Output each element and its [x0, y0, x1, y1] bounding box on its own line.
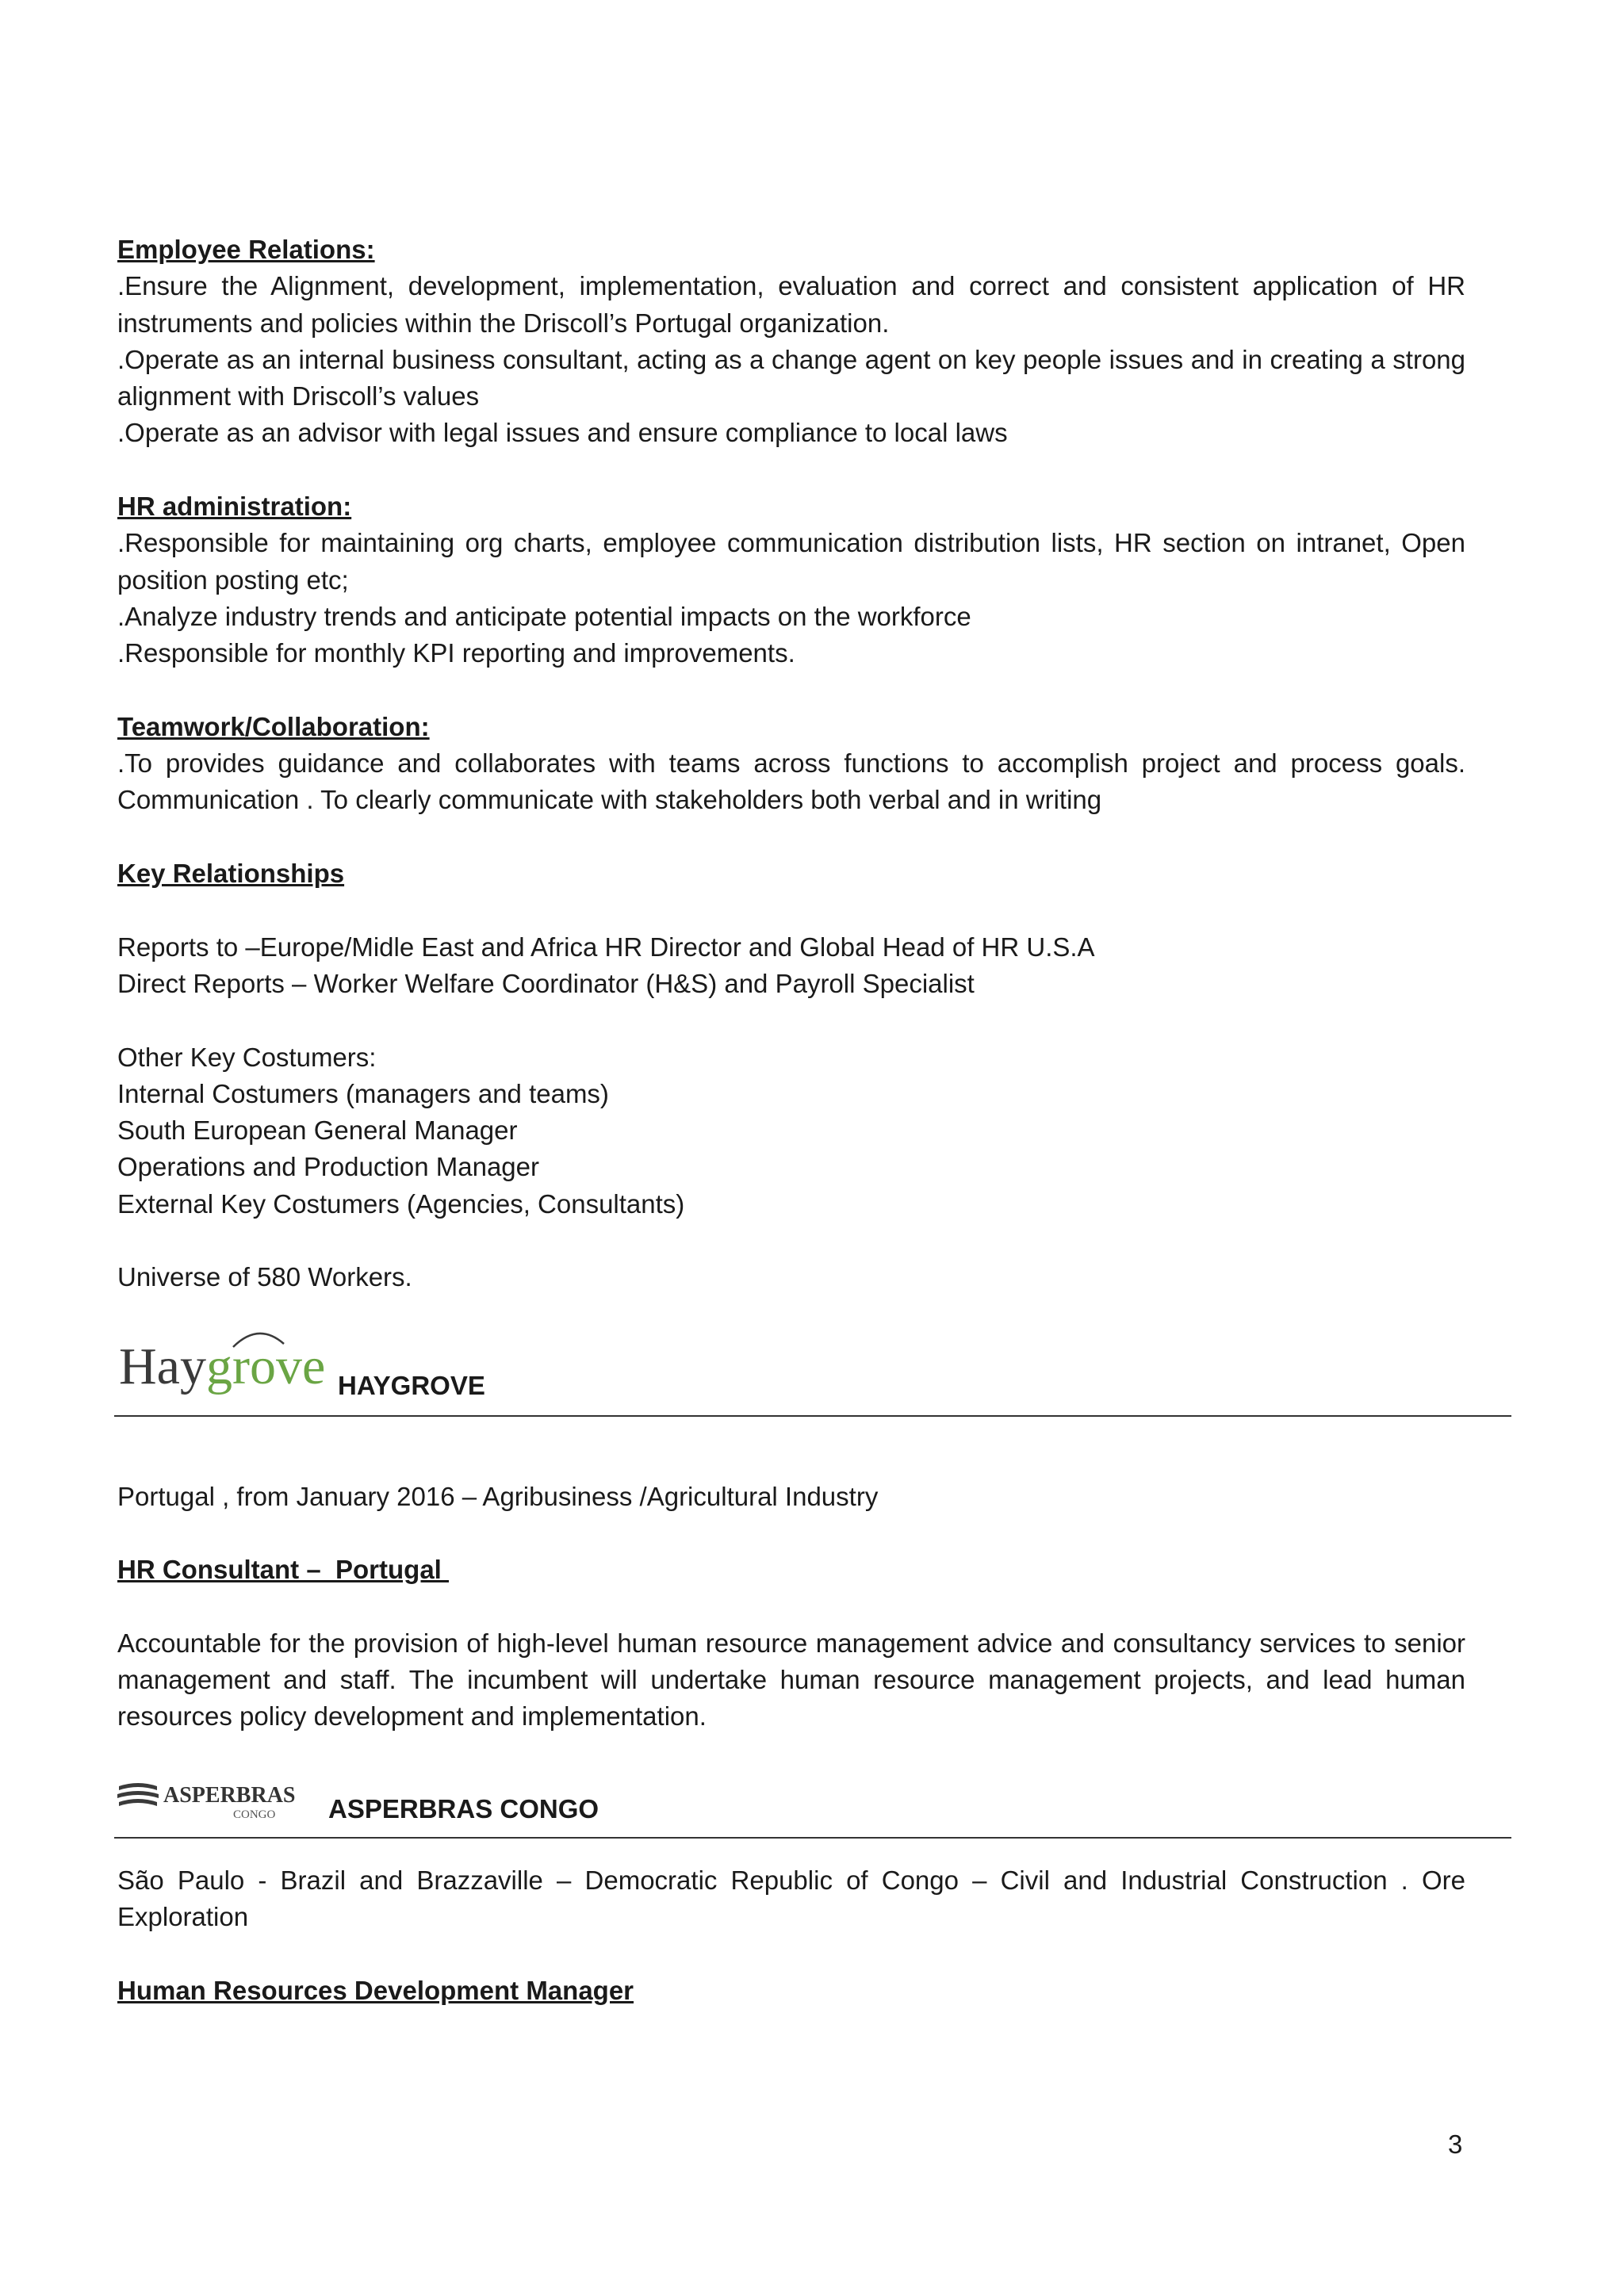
- employee-relations-item: .Operate as an internal business consultant, acting as a change agent on key people issues and in creating a strong alignment with Driscoll’s values: [117, 344, 1465, 411]
- key-relationships-heading: Key Relationships: [117, 859, 345, 889]
- hr-administration-item: .Responsible for monthly KPI reporting and improvements.: [117, 638, 795, 668]
- employee-relations-item: .Ensure the Alignment, development, implementation, evaluation and correct and consistent application of HR instruments and policies within the Driscoll’s Portugal organization.: [117, 271, 1465, 338]
- hr-administration-heading: HR administration:: [117, 492, 352, 522]
- other-key-costumer: Operations and Production Manager: [117, 1152, 539, 1182]
- asperbras-location: São Paulo - Brazil and Brazzaville – Democratic Republic of Congo – Civil and Industrial Construction . Ore Exploration: [117, 1865, 1465, 1931]
- universe-workers: Universe of 580 Workers.: [117, 1262, 412, 1292]
- svg-text:ASPERBRAS: ASPERBRAS: [163, 1782, 296, 1808]
- asperbras-logo: [114, 1769, 304, 1824]
- direct-reports: Direct Reports – Worker Welfare Coordinator (H&S) and Payroll Specialist: [117, 968, 975, 998]
- teamwork-heading: Teamwork/Collaboration:: [117, 711, 430, 741]
- hr-administration-item: .Analyze industry trends and anticipate potential impacts on the workforce: [117, 601, 971, 631]
- other-key-costumer: South European General Manager: [117, 1115, 518, 1146]
- asperbras-header: [114, 1759, 1511, 1862]
- svg-text:grove: grove: [206, 1337, 326, 1395]
- other-key-costumers-heading: Other Key Costumers:: [117, 1042, 377, 1072]
- haygrove-job-title: HR Consultant – Portugal: [117, 1555, 450, 1585]
- haygrove-logo: [114, 1320, 336, 1407]
- haygrove-description: Accountable for the provision of high-level human resource management advice and consultancy services to senior management and staff. The incumbent will undertake human resource management projects, and lead human resources policy development and implementation.: [117, 1628, 1465, 1732]
- teamwork-item: .To provides guidance and collaborates with teams across functions to accomplish project and process goals. Communication . To clearly communicate with stakeholders both verbal and in writing: [117, 748, 1465, 815]
- page-content: [117, 232, 1465, 2009]
- haygrove-location: Portugal , from January 2016 – Agribusiness /Agricultural Industry: [117, 1481, 879, 1511]
- asperbras-divider: [114, 1837, 1511, 1839]
- reports-to: Reports to –Europe/Midle East and Africa HR Director and Global Head of HR U.S.A: [117, 932, 1095, 962]
- other-key-costumer: Internal Costumers (managers and teams): [117, 1078, 609, 1108]
- haygrove-header: [114, 1320, 1511, 1479]
- svg-text:CONGO: CONGO: [233, 1808, 276, 1821]
- employee-relations-heading: Employee Relations:: [117, 235, 375, 264]
- page-number: 3: [1448, 2130, 1463, 2159]
- asperbras-job-title: Human Resources Development Manager: [117, 1975, 634, 2005]
- svg-text:Hay: Hay: [119, 1337, 206, 1395]
- employee-relations-item: .Operate as an advisor with legal issues and ensure compliance to local laws: [117, 418, 1008, 448]
- haygrove-company-name: HAYGROVE: [338, 1370, 485, 1400]
- other-key-costumer: External Key Costumers (Agencies, Consultants): [117, 1188, 685, 1219]
- asperbras-company-name: ASPERBRAS CONGO: [328, 1793, 599, 1823]
- haygrove-divider: [114, 1415, 1511, 1417]
- hr-administration-item: .Responsible for maintaining org charts, employee communication distribution lists, HR section on intranet, Open position posting etc;: [117, 528, 1465, 595]
